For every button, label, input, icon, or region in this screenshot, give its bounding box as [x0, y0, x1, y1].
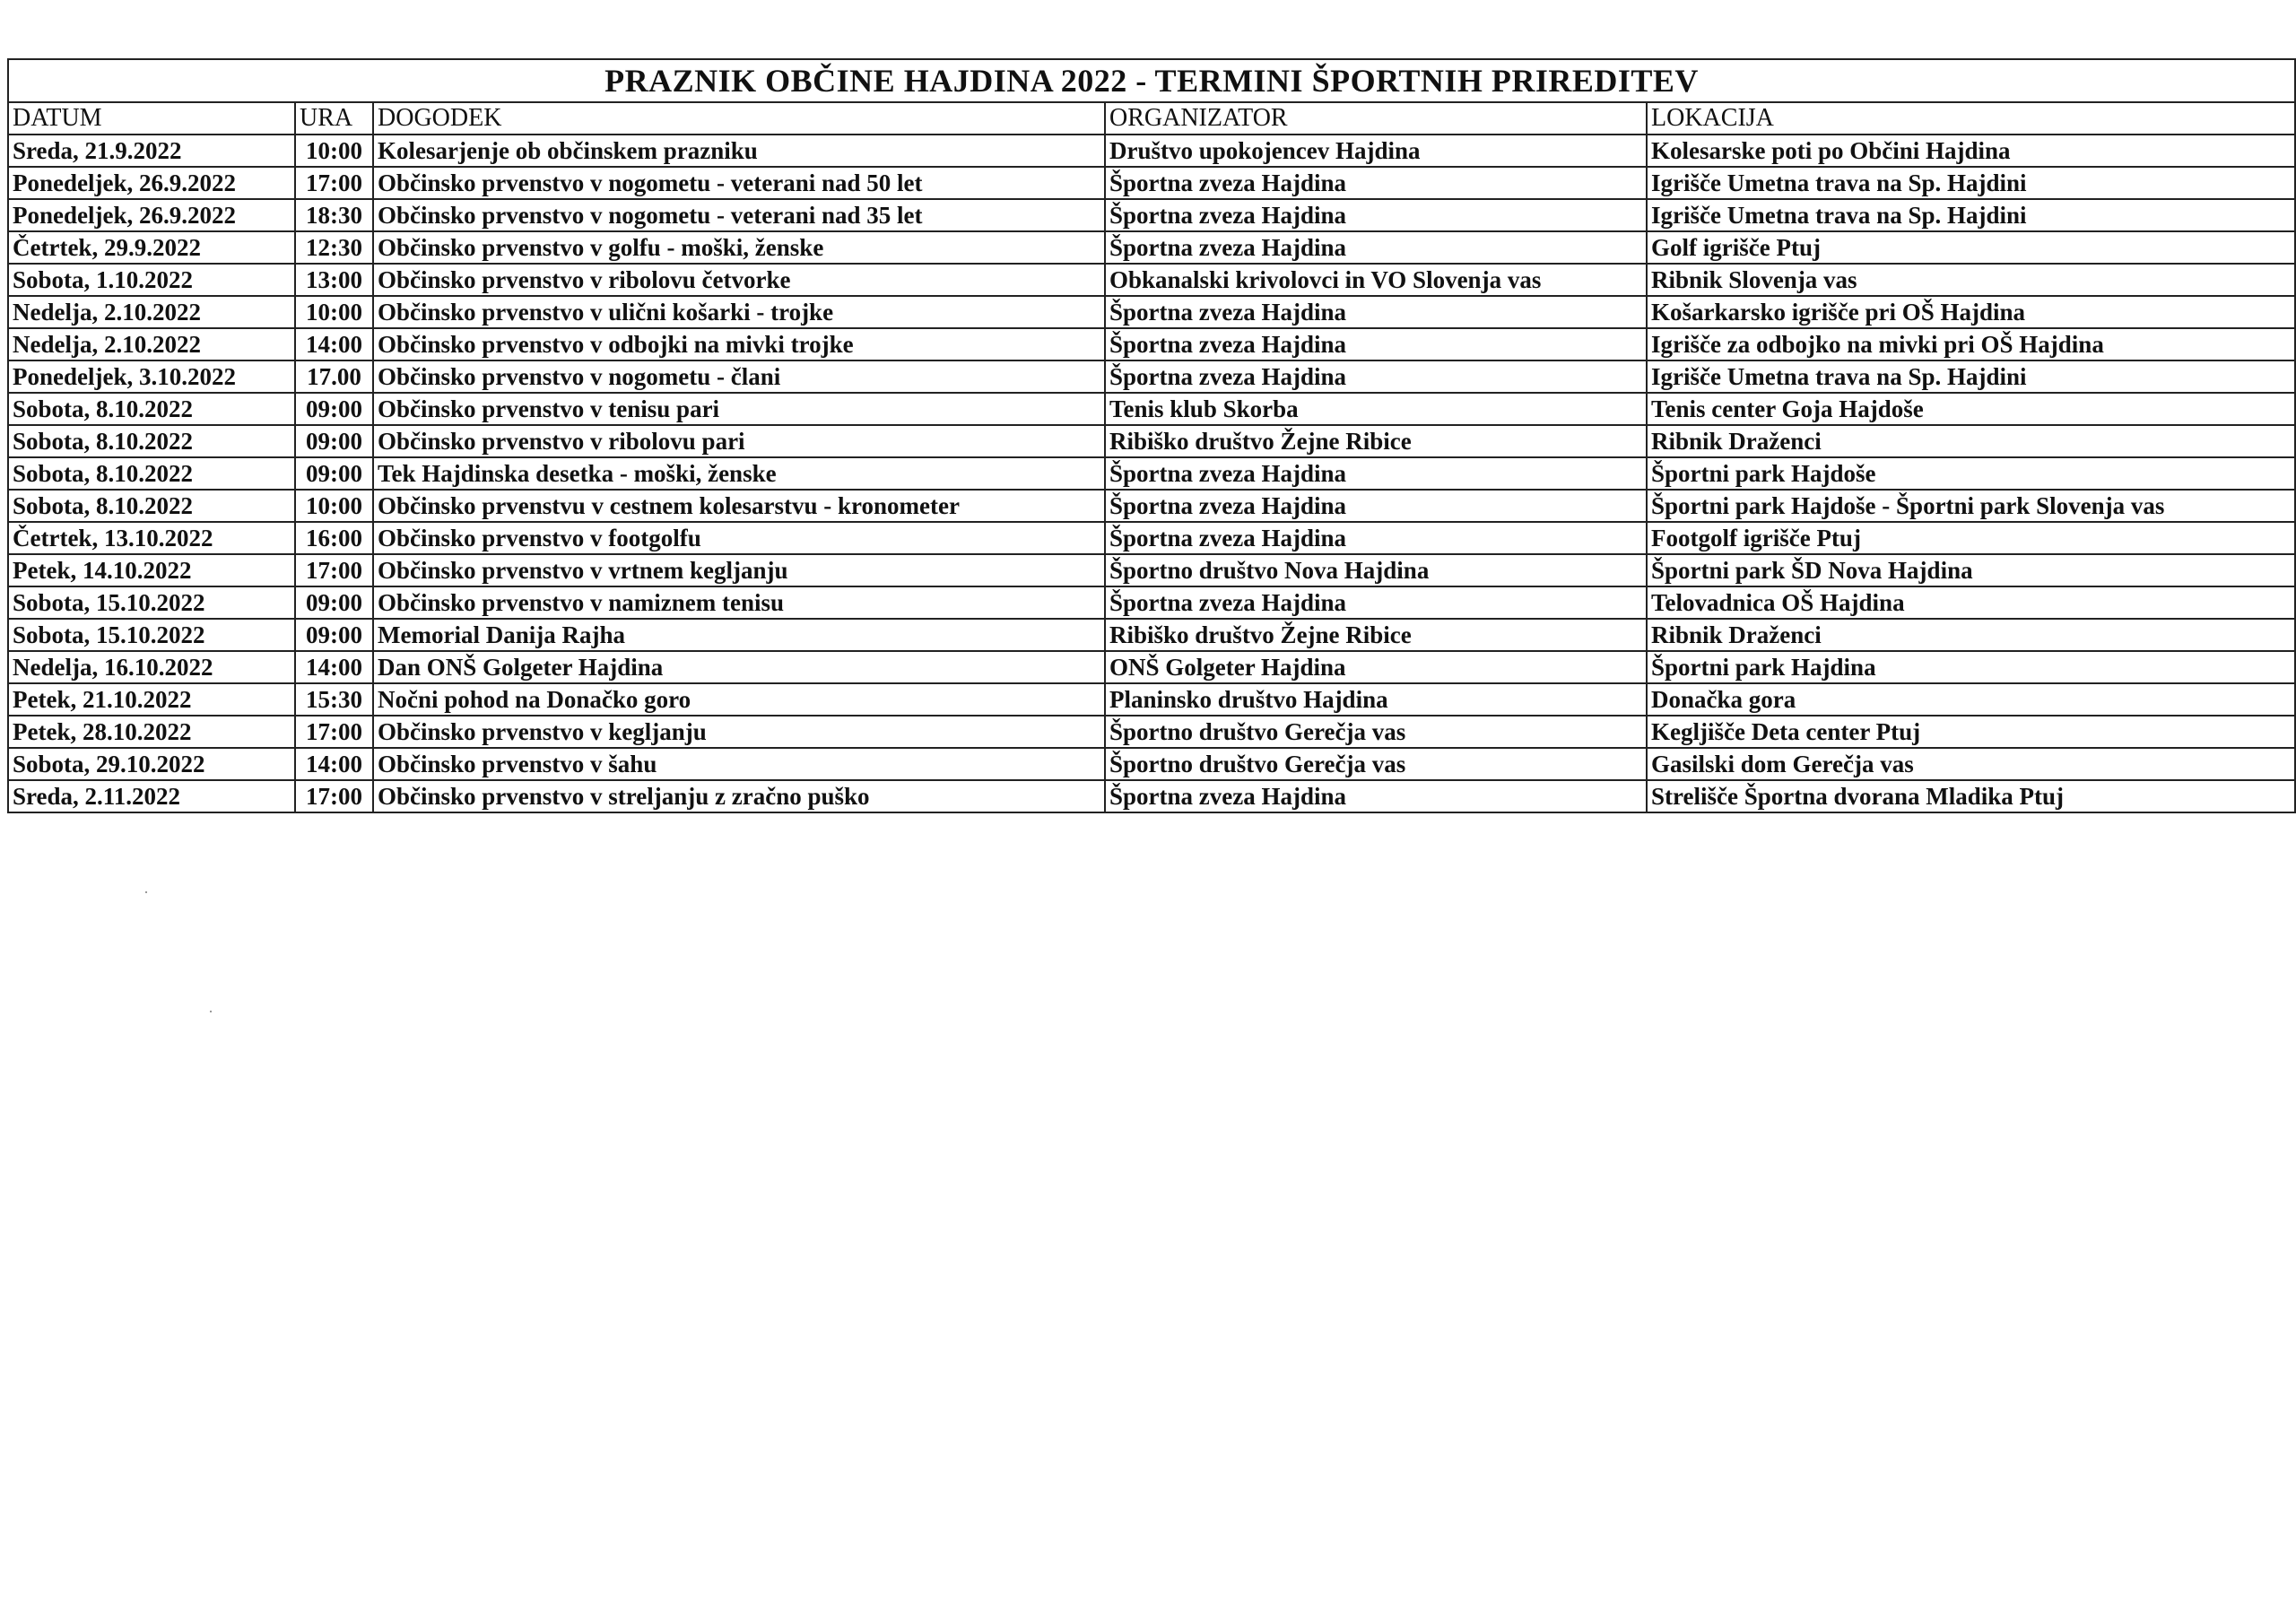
date-cell: Četrtek, 13.10.2022 [8, 522, 295, 554]
event-cell: Občinsko prvenstvo v namiznem tenisu [373, 586, 1105, 619]
organizer-cell: Ribiško društvo Žejne Ribice [1105, 425, 1647, 457]
time-cell: 16:00 [295, 522, 373, 554]
time-cell: 13:00 [295, 264, 373, 296]
time-cell: 10:00 [295, 490, 373, 522]
location-cell: Tenis center Goja Hajdoše [1647, 393, 2295, 425]
time-cell: 14:00 [295, 651, 373, 683]
date-cell: Sobota, 8.10.2022 [8, 393, 295, 425]
location-cell: Športni park Hajdoše - Športni park Slovenja vas [1647, 490, 2295, 522]
event-cell: Nočni pohod na Donačko goro [373, 683, 1105, 716]
scan-speck: · [208, 1003, 213, 1020]
date-cell: Sreda, 21.9.2022 [8, 135, 295, 167]
event-cell: Občinsko prvenstvo v footgolfu [373, 522, 1105, 554]
organizer-cell: Športna zveza Hajdina [1105, 360, 1647, 393]
date-cell: Sobota, 15.10.2022 [8, 586, 295, 619]
organizer-cell: Športna zveza Hajdina [1105, 522, 1647, 554]
location-cell: Ribnik Slovenja vas [1647, 264, 2295, 296]
location-cell: Gasilski dom Gerečja vas [1647, 748, 2295, 780]
table-row [8, 619, 2295, 651]
organizer-cell: Športna zveza Hajdina [1105, 296, 1647, 328]
table-row [8, 393, 2295, 425]
location-cell: Strelišče Športna dvorana Mladika Ptuj [1647, 780, 2295, 812]
organizer-cell: Športna zveza Hajdina [1105, 231, 1647, 264]
organizer-cell: Društvo upokojencev Hajdina [1105, 135, 1647, 167]
page-title: PRAZNIK OBČINE HAJDINA 2022 - TERMINI ŠPORTNIH PRIREDITEV [8, 59, 2295, 102]
event-cell: Občinsko prvenstvo v nogometu - veterani nad 35 let [373, 199, 1105, 231]
date-cell: Ponedeljek, 26.9.2022 [8, 199, 295, 231]
location-cell: Športni park ŠD Nova Hajdina [1647, 554, 2295, 586]
event-cell: Občinsko prvenstvo v ribolovu pari [373, 425, 1105, 457]
time-cell: 14:00 [295, 328, 373, 360]
time-cell: 17:00 [295, 554, 373, 586]
date-cell: Sobota, 8.10.2022 [8, 425, 295, 457]
table-row [8, 328, 2295, 360]
time-cell: 17:00 [295, 780, 373, 812]
table-row [8, 199, 2295, 231]
event-cell: Občinsko prvenstvo v streljanju z zračno puško [373, 780, 1105, 812]
column-header-organizator: ORGANIZATOR [1105, 102, 1647, 135]
event-cell: Memorial Danija Rajha [373, 619, 1105, 651]
organizer-cell: Planinsko društvo Hajdina [1105, 683, 1647, 716]
date-cell: Sobota, 1.10.2022 [8, 264, 295, 296]
time-cell: 18:30 [295, 199, 373, 231]
time-cell: 09:00 [295, 393, 373, 425]
event-cell: Občinsko prvenstvo v ribolovu četvorke [373, 264, 1105, 296]
time-cell: 15:30 [295, 683, 373, 716]
column-header-ura: URA [295, 102, 373, 135]
organizer-cell: Športna zveza Hajdina [1105, 586, 1647, 619]
table-row [8, 683, 2295, 716]
table-row [8, 651, 2295, 683]
schedule-body [8, 135, 2295, 812]
event-cell: Občinsko prvenstvo v tenisu pari [373, 393, 1105, 425]
location-cell: Ribnik Draženci [1647, 619, 2295, 651]
schedule-table [7, 58, 2296, 813]
location-cell: Igrišče Umetna trava na Sp. Hajdini [1647, 360, 2295, 393]
date-cell: Petek, 14.10.2022 [8, 554, 295, 586]
location-cell: Igrišče Umetna trava na Sp. Hajdini [1647, 167, 2295, 199]
location-cell: Kolesarske poti po Občini Hajdina [1647, 135, 2295, 167]
time-cell: 10:00 [295, 296, 373, 328]
organizer-cell: Tenis klub Skorba [1105, 393, 1647, 425]
time-cell: 12:30 [295, 231, 373, 264]
table-row [8, 135, 2295, 167]
date-cell: Petek, 21.10.2022 [8, 683, 295, 716]
organizer-cell: Ribiško društvo Žejne Ribice [1105, 619, 1647, 651]
location-cell: Športni park Hajdoše [1647, 457, 2295, 490]
location-cell: Footgolf igrišče Ptuj [1647, 522, 2295, 554]
organizer-cell: ONŠ Golgeter Hajdina [1105, 651, 1647, 683]
location-cell: Košarkarsko igrišče pri OŠ Hajdina [1647, 296, 2295, 328]
event-cell: Dan ONŠ Golgeter Hajdina [373, 651, 1105, 683]
table-row [8, 167, 2295, 199]
organizer-cell: Športna zveza Hajdina [1105, 490, 1647, 522]
organizer-cell: Športno društvo Gerečja vas [1105, 716, 1647, 748]
event-cell: Tek Hajdinska desetka - moški, ženske [373, 457, 1105, 490]
event-cell: Občinsko prvenstvo v šahu [373, 748, 1105, 780]
table-row [8, 522, 2295, 554]
table-row [8, 554, 2295, 586]
table-row [8, 425, 2295, 457]
date-cell: Sobota, 8.10.2022 [8, 490, 295, 522]
organizer-cell: Športno društvo Gerečja vas [1105, 748, 1647, 780]
table-row [8, 231, 2295, 264]
date-cell: Četrtek, 29.9.2022 [8, 231, 295, 264]
location-cell: Donačka gora [1647, 683, 2295, 716]
table-row [8, 296, 2295, 328]
date-cell: Sobota, 29.10.2022 [8, 748, 295, 780]
organizer-cell: Športna zveza Hajdina [1105, 199, 1647, 231]
column-header-lokacija: LOKACIJA [1647, 102, 2295, 135]
table-row [8, 457, 2295, 490]
date-cell: Nedelja, 2.10.2022 [8, 296, 295, 328]
date-cell: Ponedeljek, 26.9.2022 [8, 167, 295, 199]
time-cell: 09:00 [295, 619, 373, 651]
table-row [8, 586, 2295, 619]
organizer-cell: Športna zveza Hajdina [1105, 780, 1647, 812]
date-cell: Ponedeljek, 3.10.2022 [8, 360, 295, 393]
table-row [8, 264, 2295, 296]
scan-speck: · [144, 883, 149, 901]
location-cell: Igrišče za odbojko na mivki pri OŠ Hajdina [1647, 328, 2295, 360]
event-cell: Občinsko prvenstvo v vrtnem kegljanju [373, 554, 1105, 586]
header-row [8, 102, 2295, 135]
event-cell: Občinsko prvenstvu v cestnem kolesarstvu - kronometer [373, 490, 1105, 522]
event-cell: Kolesarjenje ob občinskem prazniku [373, 135, 1105, 167]
time-cell: 17:00 [295, 167, 373, 199]
table-row [8, 360, 2295, 393]
location-cell: Igrišče Umetna trava na Sp. Hajdini [1647, 199, 2295, 231]
organizer-cell: Športna zveza Hajdina [1105, 457, 1647, 490]
organizer-cell: Športna zveza Hajdina [1105, 167, 1647, 199]
title-row [8, 59, 2295, 102]
column-header-dogodek: DOGODEK [373, 102, 1105, 135]
location-cell: Športni park Hajdina [1647, 651, 2295, 683]
date-cell: Nedelja, 16.10.2022 [8, 651, 295, 683]
date-cell: Sobota, 15.10.2022 [8, 619, 295, 651]
time-cell: 14:00 [295, 748, 373, 780]
organizer-cell: Športna zveza Hajdina [1105, 328, 1647, 360]
table-row [8, 716, 2295, 748]
organizer-cell: Športno društvo Nova Hajdina [1105, 554, 1647, 586]
table-row [8, 748, 2295, 780]
date-cell: Petek, 28.10.2022 [8, 716, 295, 748]
event-cell: Občinsko prvenstvo v nogometu - veterani nad 50 let [373, 167, 1105, 199]
time-cell: 17.00 [295, 360, 373, 393]
schedule-sheet [7, 58, 2294, 813]
location-cell: Kegljišče Deta center Ptuj [1647, 716, 2295, 748]
time-cell: 09:00 [295, 425, 373, 457]
event-cell: Občinsko prvenstvo v nogometu - člani [373, 360, 1105, 393]
event-cell: Občinsko prvenstvo v odbojki na mivki trojke [373, 328, 1105, 360]
table-row [8, 490, 2295, 522]
time-cell: 09:00 [295, 586, 373, 619]
location-cell: Ribnik Draženci [1647, 425, 2295, 457]
event-cell: Občinsko prvenstvo v ulični košarki - trojke [373, 296, 1105, 328]
date-cell: Sreda, 2.11.2022 [8, 780, 295, 812]
date-cell: Nedelja, 2.10.2022 [8, 328, 295, 360]
column-header-datum: DATUM [8, 102, 295, 135]
event-cell: Občinsko prvenstvo v golfu - moški, ženske [373, 231, 1105, 264]
time-cell: 09:00 [295, 457, 373, 490]
date-cell: Sobota, 8.10.2022 [8, 457, 295, 490]
table-row [8, 780, 2295, 812]
event-cell: Občinsko prvenstvo v kegljanju [373, 716, 1105, 748]
organizer-cell: Obkanalski krivolovci in VO Slovenja vas [1105, 264, 1647, 296]
time-cell: 10:00 [295, 135, 373, 167]
location-cell: Telovadnica OŠ Hajdina [1647, 586, 2295, 619]
time-cell: 17:00 [295, 716, 373, 748]
location-cell: Golf igrišče Ptuj [1647, 231, 2295, 264]
